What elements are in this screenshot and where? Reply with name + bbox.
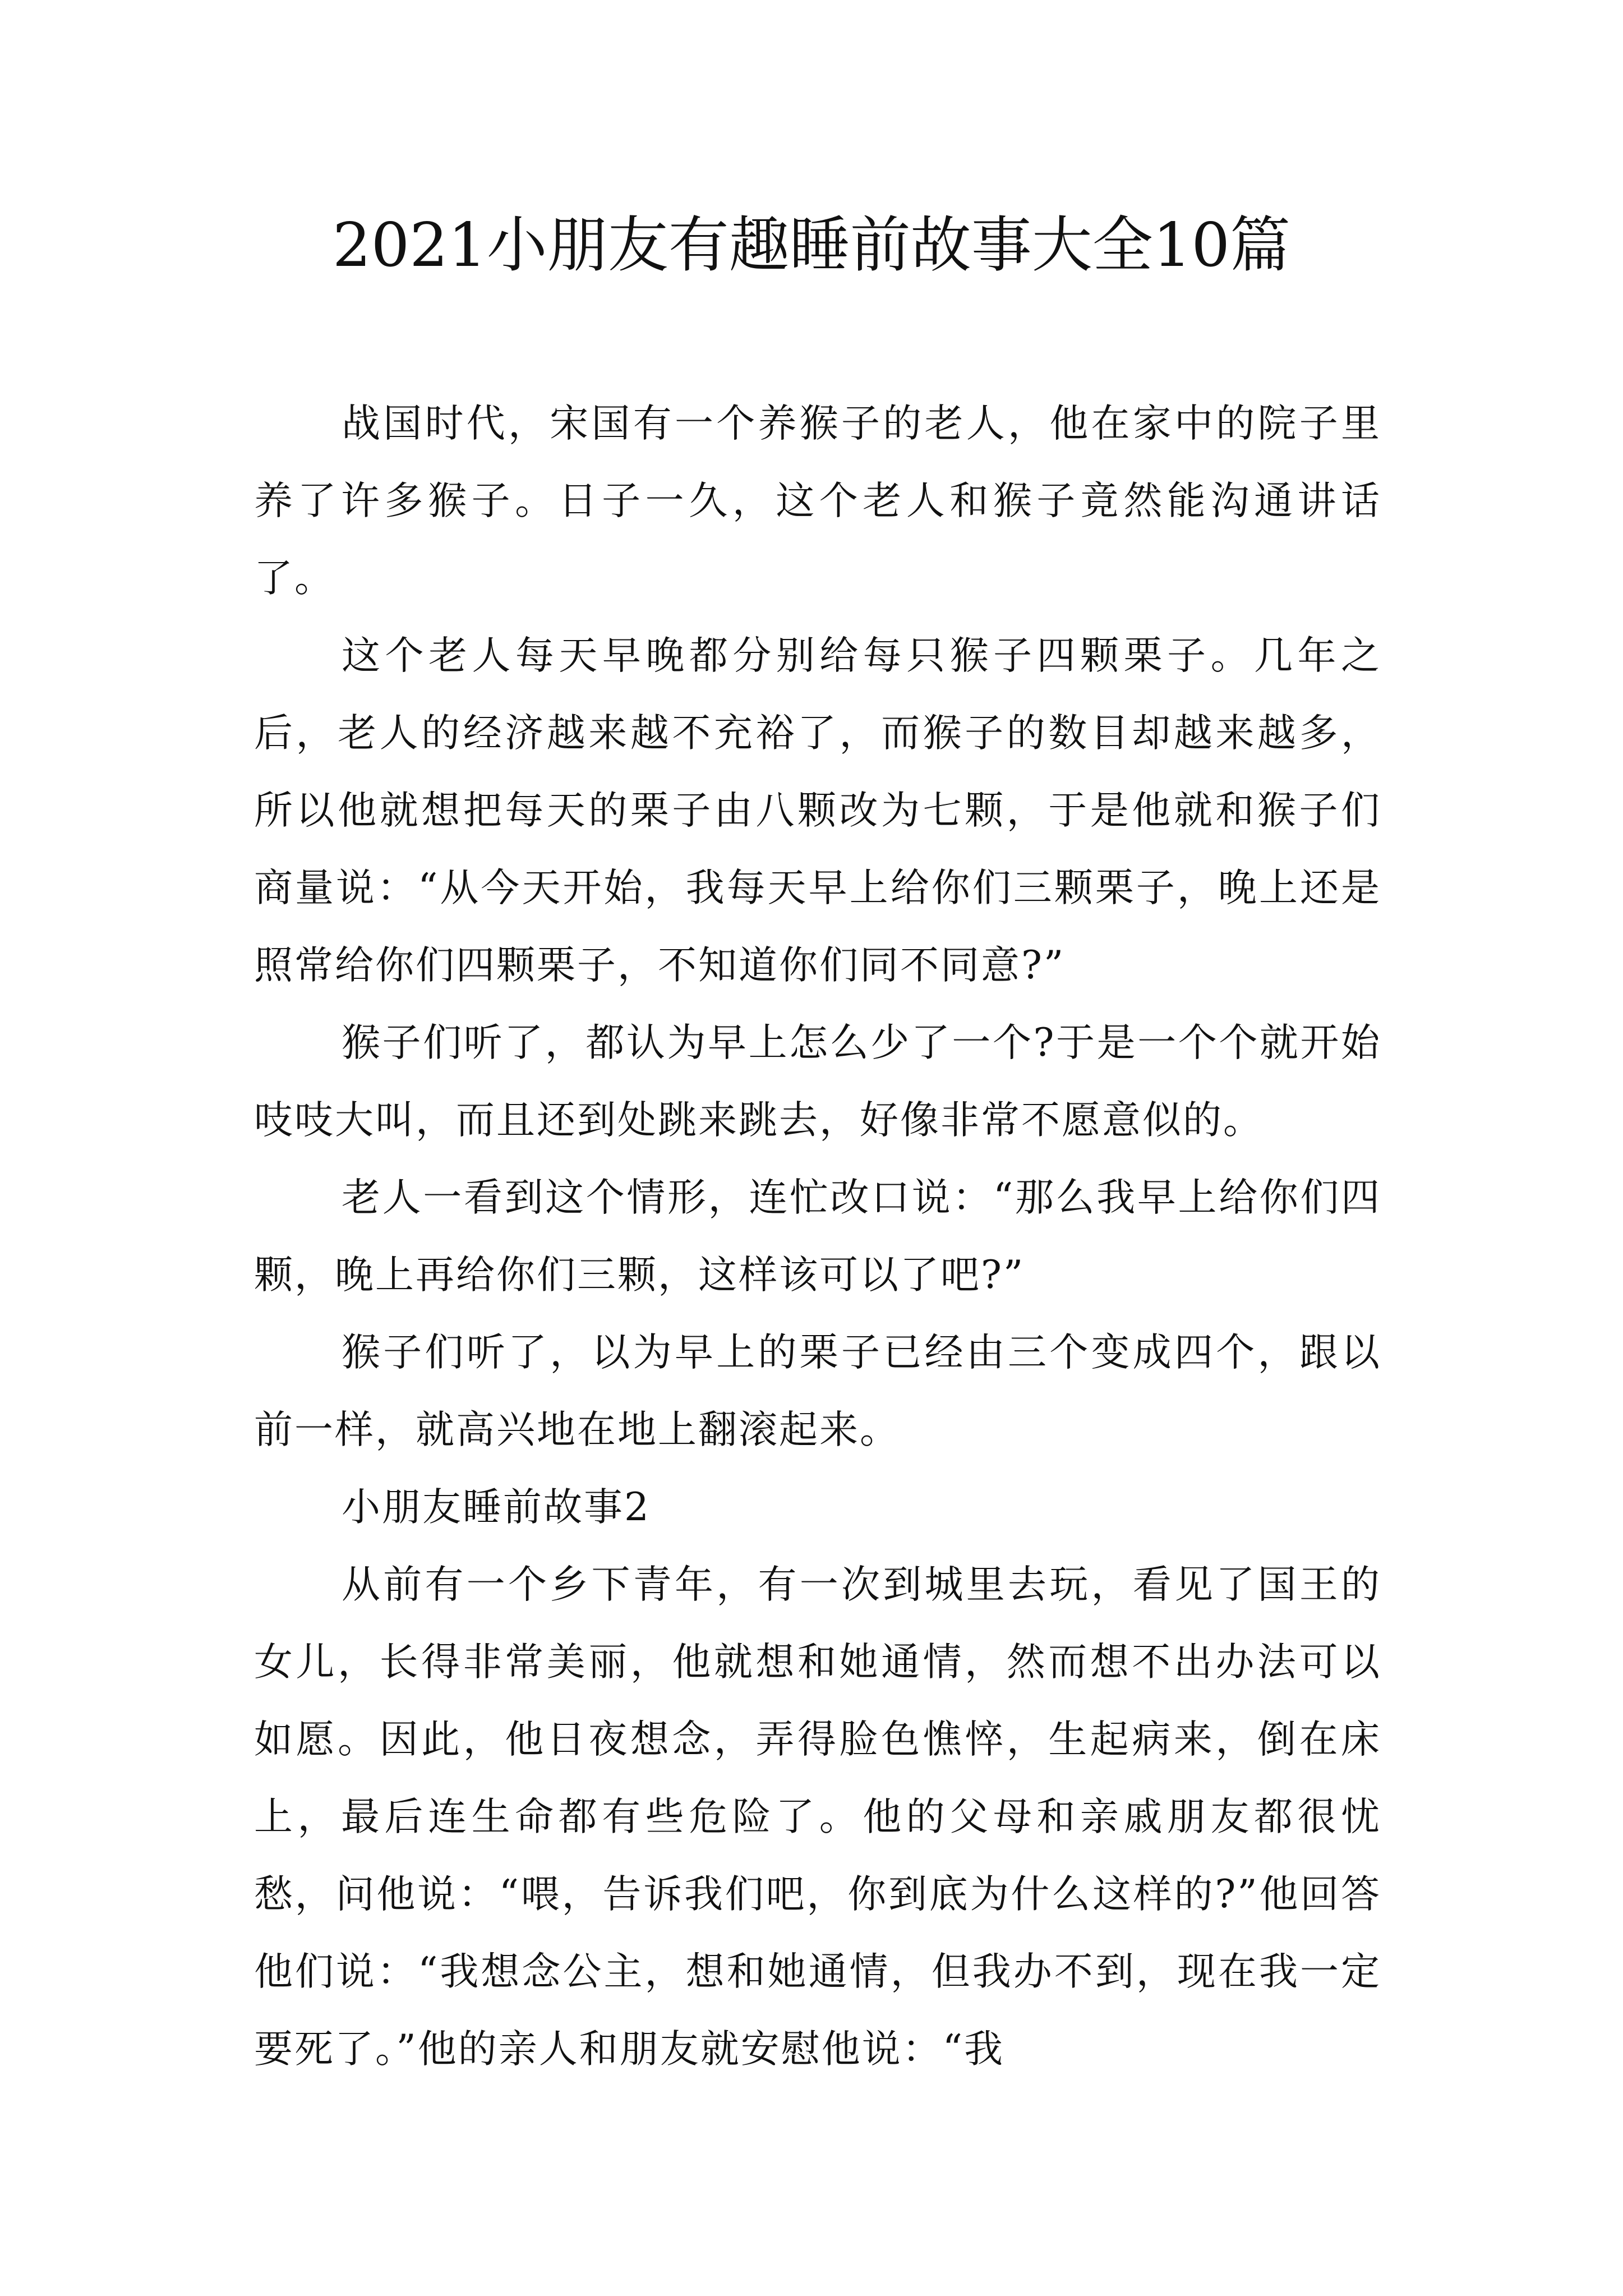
document-title: 2021小朋友有趣睡前故事大全10篇 xyxy=(332,210,1291,280)
paragraph: 猴子们听了，以为早上的栗子已经由三个变成四个，跟以前一样，就高兴地在地上翻滚起来。 xyxy=(254,1330,1381,1452)
paragraph: 老人一看到这个情形，连忙改口说：“那么我早上给你们四颗，晚上再给你们三颗，这样该可以了吧?” xyxy=(254,1175,1381,1297)
document-body xyxy=(254,385,1381,2088)
paragraph: 猴子们听了，都认为早上怎么少了一个?于是一个个就开始吱吱大叫，而且还到处跳来跳去，好像非常不愿意似的。 xyxy=(254,1020,1381,1143)
paragraph: 这个老人每天早晚都分别给每只猴子四颗栗子。几年之后，老人的经济越来越不充裕了，而猴子的数目却越来越多，所以他就想把每天的栗子由八颗改为七颗，于是他就和猴子们商量说：“从今天开始，我每天早上给你们三颗栗子，晚上还是照常给你们四颗栗子，不知道你们同不同意?” xyxy=(254,633,1381,988)
paragraph: 战国时代，宋国有一个养猴子的老人，他在家中的院子里养了许多猴子。日子一久，这个老人和猴子竟然能沟通讲话了。 xyxy=(254,401,1381,601)
section-heading: 小朋友睡前故事2 xyxy=(342,1485,651,1530)
paragraph: 从前有一个乡下青年，有一次到城里去玩，看见了国王的女儿，长得非常美丽，他就想和她通情，然而想不出办法可以如愿。因此，他日夜想念，弄得脸色憔悴，生起病来，倒在床上，最后连生命都有些危险了。他的父母和亲戚朋友都很忧愁，问他说：“喂，告诉我们吧，你到底为什么这样的?”他回答他们说：“我想念公主，想和她通情，但我办不到，现在我一定要死了。”他的亲人和朋友就安慰他说：“我 xyxy=(254,1562,1381,2072)
